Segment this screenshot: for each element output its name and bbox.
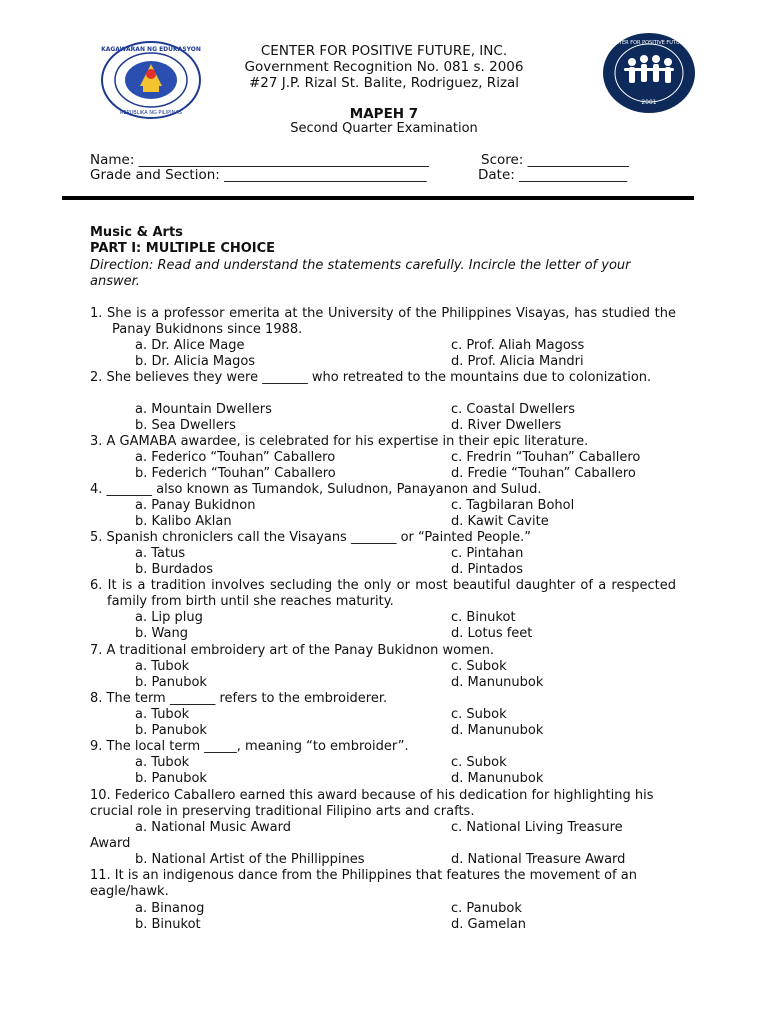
option-1b[interactable]: b. Dr. Alicia Magos [135,354,256,369]
option-7b[interactable]: b. Panubok [135,675,207,690]
option-5c[interactable]: c. Pintahan [451,546,524,561]
recognition-line: Government Recognition No. 081 s. 2006 [244,59,524,75]
option-5d[interactable]: d. Pintados [451,562,523,577]
option-11c[interactable]: c. Panubok [451,901,522,916]
question-6 [90,578,676,610]
option-9c[interactable]: c. Subok [451,755,507,770]
direction-line-1: Direction: Read and understand the statements carefully. Incircle the letter of your [90,258,631,273]
question-10: 10. Federico Caballero earned this award because of his dedication for highlighting his crucial role in preserving traditional Filipino arts and crafts. [90,788,654,819]
question-9: 9. The local term _____, meaning “to embroider”. [90,739,409,754]
option-2a[interactable]: a. Mountain Dwellers [135,402,272,417]
option-3d[interactable]: d. Fredie “Touhan” Caballero [451,466,636,481]
option-6d[interactable]: d. Lotus feet [451,626,533,641]
option-4c[interactable]: c. Tagbilaran Bohol [451,498,575,513]
question-1 [90,306,676,338]
option-2d[interactable]: d. River Dwellers [451,418,562,433]
option-8d[interactable]: d. Manunubok [451,723,544,738]
question-7: 7. A traditional embroidery art of the Panay Bukidnon women. [90,643,495,658]
option-11b[interactable]: b. Binukot [135,917,201,932]
option-1a[interactable]: a. Dr. Alice Mage [135,338,245,353]
option-6a[interactable]: a. Lip plug [135,610,203,625]
option-4d[interactable]: d. Kawit Cavite [451,514,549,529]
address-line: #27 J.P. Rizal St. Balite, Rodriguez, Rizal [248,75,520,91]
option-7d[interactable]: d. Manunubok [451,675,544,690]
org-name: CENTER FOR POSITIVE FUTURE, INC. [260,43,508,59]
direction-line-2: answer. [90,274,140,289]
option-5b[interactable]: b. Burdados [135,562,213,577]
question-3: 3. A GAMABA awardee, is celebrated for his expertise in their epic literature. [90,434,589,449]
question-4: 4. _______ also known as Tumandok, Suludnon, Panayanon and Sulud. [90,482,542,497]
question-text: 1. She is a professor emerita at the University of the Philippines Visayas, has studied the Panay Bukidnons since 1988. [90,306,676,337]
option-8b[interactable]: b. Panubok [135,723,207,738]
question-text: 6. It is a tradition involves secluding the only or most beautiful daughter of a respected family from birth until she reaches maturity. [90,578,676,609]
question-2: 2. She believes they were _______ who retreated to the mountains due to colonization. [90,370,652,385]
option-8a[interactable]: a. Tubok [135,707,190,722]
option-10c[interactable]: c. National Living Treasure [451,820,623,835]
name-field[interactable]: Name: ___________________________________________ [90,152,429,168]
date-field[interactable]: Date: ________________ [478,167,628,183]
question-5: 5. Spanish chroniclers call the Visayans _______ or “Painted People.” [90,530,531,545]
option-4a[interactable]: a. Panay Bukidnon [135,498,256,513]
seal-bottom-text: REPUBLIKA NG PILIPINAS [120,110,182,116]
option-11d[interactable]: d. Gamelan [451,917,527,932]
section-part: PART I: MULTIPLE CHOICE [90,241,276,256]
section-area: Music & Arts [90,225,183,240]
option-9b[interactable]: b. Panubok [135,771,207,786]
option-5a[interactable]: a. Tatus [135,546,186,561]
option-7c[interactable]: c. Subok [451,659,507,674]
option-1c[interactable]: c. Prof. Aliah Magoss [451,338,585,353]
option-6b[interactable]: b. Wang [135,626,188,641]
option-10c-wrap: Award [90,836,131,851]
option-9d[interactable]: d. Manunubok [451,771,544,786]
option-2b[interactable]: b. Sea Dwellers [135,418,236,433]
seal-top-text: KAGAWARAN NG EDUKASYON [101,46,201,53]
option-4b[interactable]: b. Kalibo Aklan [135,514,232,529]
option-2c[interactable]: c. Coastal Dwellers [451,402,575,417]
option-10b[interactable]: b. National Artist of the Phillippines [135,852,365,867]
option-8c[interactable]: c. Subok [451,707,507,722]
option-3c[interactable]: c. Fredrin “Touhan” Caballero [451,450,641,465]
option-9a[interactable]: a. Tubok [135,755,190,770]
grade-section-field[interactable]: Grade and Section: ______________________________ [90,167,427,183]
question-11: 11. It is an indigenous dance from the Philippines that features the movement of an eagle/hawk. [90,868,637,899]
option-3b[interactable]: b. Federich “Touhan” Caballero [135,466,336,481]
header-divider [62,196,694,200]
cpf-logo-text: CENTER FOR POSITIVE FUTURES [608,40,690,46]
option-6c[interactable]: c. Binukot [451,610,516,625]
exam-title: Second Quarter Examination [290,121,478,136]
question-8: 8. The term _______ refers to the embroiderer. [90,691,388,706]
cpf-logo-year: 2001 [641,99,657,106]
option-10a[interactable]: a. National Music Award [135,820,291,835]
score-field[interactable]: Score: _______________ [481,152,629,168]
option-10d[interactable]: d. National Treasure Award [451,852,626,867]
subject-title: MAPEH 7 [349,106,419,122]
option-1d[interactable]: d. Prof. Alicia Mandri [451,354,584,369]
option-3a[interactable]: a. Federico “Touhan” Caballero [135,450,336,465]
option-11a[interactable]: a. Binanog [135,901,205,916]
option-7a[interactable]: a. Tubok [135,659,190,674]
